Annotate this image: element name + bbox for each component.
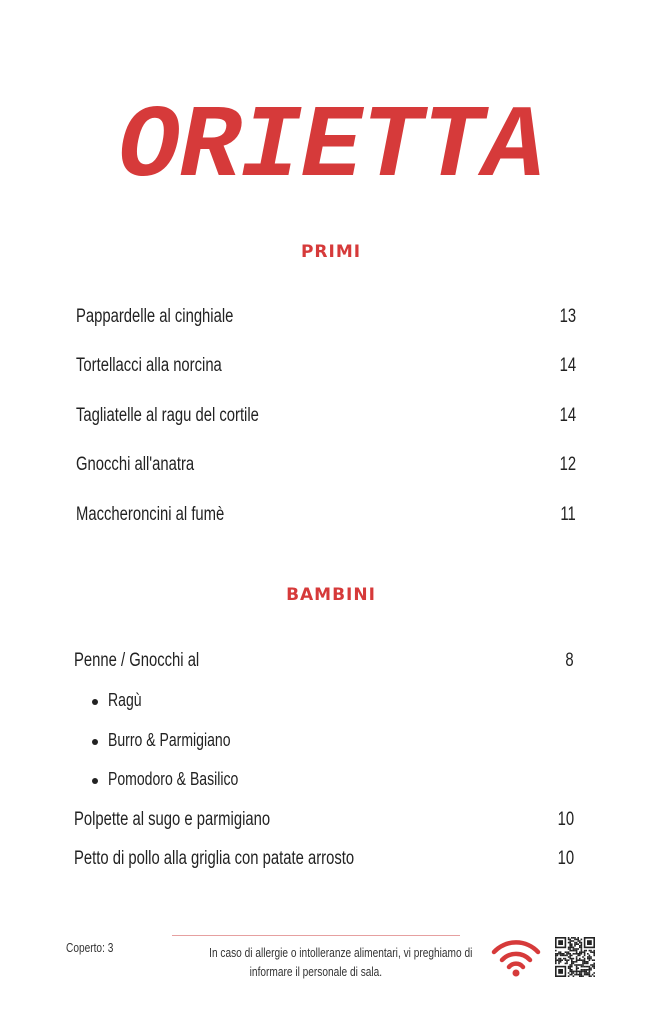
menu-item xyxy=(76,454,576,478)
item-name: Pappardelle al cinghiale xyxy=(76,306,234,327)
item-price: 14 xyxy=(559,355,576,376)
option-label: Ragù xyxy=(108,690,142,710)
bullet-icon xyxy=(92,739,98,745)
item-price: 13 xyxy=(559,306,576,327)
item-name: Gnocchi all'anatra xyxy=(76,454,195,475)
item-name: Penne / Gnocchi al xyxy=(74,650,200,671)
allergy-line: In caso di allergie o intolleranze alimentari, vi preghiamo di xyxy=(209,945,473,960)
item-price: 14 xyxy=(559,405,576,426)
allergy-line: informare il personale di sala. xyxy=(249,964,383,979)
bullet-icon xyxy=(92,699,98,705)
section-heading-bambini: BAMBINI xyxy=(286,585,376,605)
item-price: 10 xyxy=(557,848,574,869)
coperto-text: Coperto: 3 xyxy=(66,940,114,955)
section-heading-primi: PRIMI xyxy=(300,242,362,262)
bullet-icon xyxy=(92,778,98,784)
item-name: Tagliatelle al ragu del cortile xyxy=(76,405,259,426)
menu-item xyxy=(76,306,576,330)
item-price: 10 xyxy=(557,809,574,830)
menu-item xyxy=(74,848,574,872)
item-name: Tortellacci alla norcina xyxy=(76,355,222,376)
item-name: Maccheroncini al fumè xyxy=(76,504,225,525)
item-price: 8 xyxy=(565,650,574,671)
item-price: 12 xyxy=(559,454,576,475)
menu-item xyxy=(76,405,576,429)
menu-item xyxy=(74,650,574,674)
menu-item xyxy=(76,504,576,528)
item-name: Polpette al sugo e parmigiano xyxy=(74,809,271,830)
qr-code-icon xyxy=(555,937,595,977)
wifi-icon xyxy=(490,938,542,978)
option-label: Pomodoro & Basilico xyxy=(108,769,239,789)
item-name: Petto di pollo alla griglia con patate arrosto xyxy=(74,848,355,869)
option-label: Burro & Parmigiano xyxy=(108,730,231,750)
allergy-notice xyxy=(172,943,473,981)
item-price: 11 xyxy=(560,504,576,525)
menu-item xyxy=(76,355,576,379)
footer-divider xyxy=(172,935,460,936)
menu-item xyxy=(74,809,574,833)
restaurant-title: ORIETTA xyxy=(118,89,544,206)
